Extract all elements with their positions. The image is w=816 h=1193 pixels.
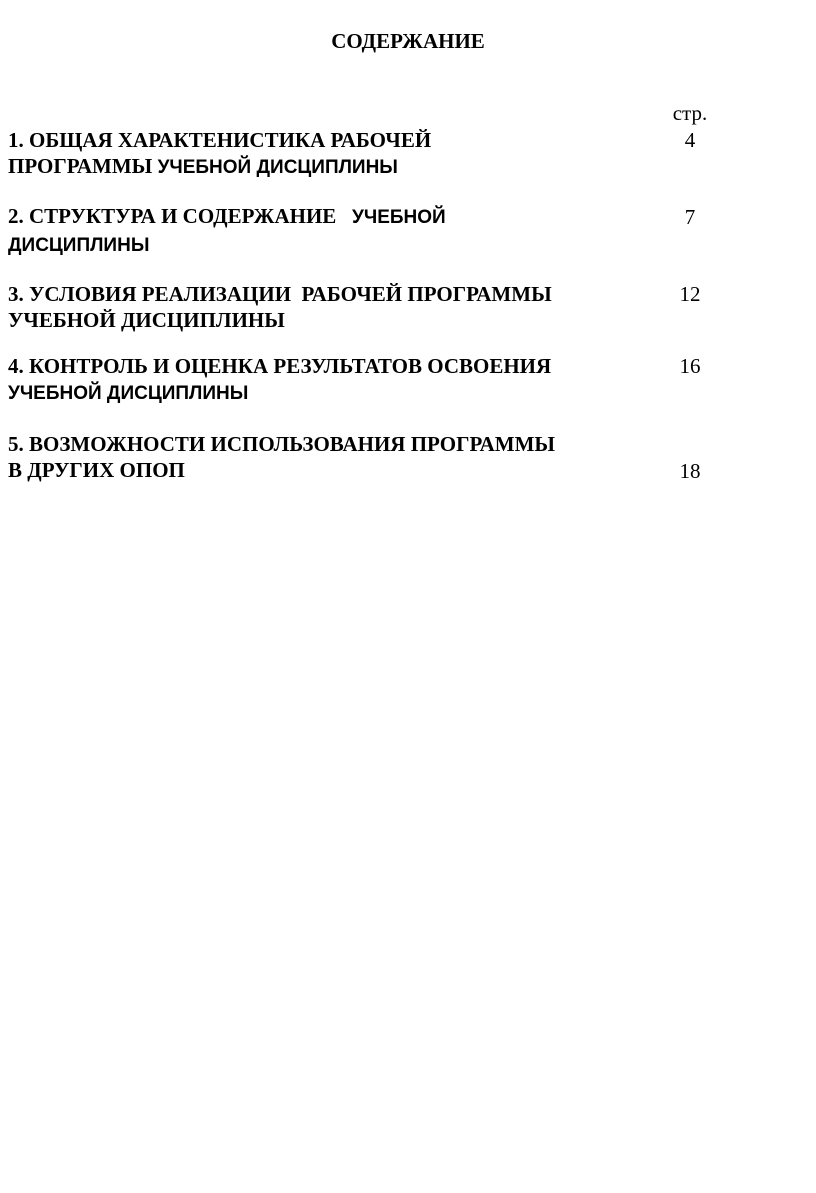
toc-entry-text-sans: УЧЕБНОЙ ДИСЦИПЛИНЫ bbox=[8, 383, 249, 404]
toc-entry-text-sans: УЧЕБНОЙ ДИСЦИПЛИНЫ bbox=[157, 157, 398, 178]
toc-entry-page-number: 18 bbox=[679, 459, 701, 483]
toc-entry-line bbox=[8, 203, 628, 231]
toc-entry-text-serif: УЧЕБНОЙ ДИСЦИПЛИНЫ bbox=[8, 308, 285, 332]
toc-entry-page-number: 16 bbox=[679, 354, 701, 378]
toc-entry-title bbox=[8, 203, 628, 259]
toc-entry-text-serif: В ДРУГИХ ОПОП bbox=[8, 458, 185, 482]
toc-entry-line bbox=[8, 127, 628, 153]
toc-entry-title bbox=[8, 127, 628, 181]
toc-entry-line bbox=[8, 281, 628, 307]
toc-entry-text-serif: 4. КОНТРОЛЬ И ОЦЕНКА РЕЗУЛЬТАТОВ ОСВОЕНИЯ bbox=[8, 354, 552, 378]
toc-entry-line bbox=[8, 457, 628, 483]
toc-entry-line bbox=[8, 307, 628, 333]
toc-entry-page-number: 7 bbox=[684, 205, 696, 229]
toc-entry-text-sans: ДИСЦИПЛИНЫ bbox=[8, 235, 150, 256]
toc-entry-line bbox=[8, 431, 628, 457]
toc-entry-title bbox=[8, 353, 628, 407]
toc-entry-text-serif: 2. СТРУКТУРА И СОДЕРЖАНИЕ bbox=[8, 204, 353, 228]
toc-entry-title bbox=[8, 281, 628, 333]
page-title: СОДЕРЖАНИЕ bbox=[331, 29, 485, 53]
toc-entry-line bbox=[8, 353, 628, 379]
toc-entry-text-serif: ПРОГРАММЫ bbox=[8, 154, 158, 178]
toc-entry-text-serif: 1. ОБЩАЯ ХАРАКТЕНИСТИКА РАБОЧЕЙ bbox=[8, 128, 432, 152]
toc-entry-page-number: 4 bbox=[684, 128, 696, 152]
toc-entry-title bbox=[8, 431, 628, 483]
toc-entry-line bbox=[8, 379, 628, 407]
toc-entry-text-sans: УЧЕБНОЙ bbox=[352, 207, 446, 228]
toc-entry-text-serif: 3. УСЛОВИЯ РЕАЛИЗАЦИИ РАБОЧЕЙ ПРОГРАММЫ bbox=[8, 282, 552, 306]
page-column-header: стр. bbox=[672, 101, 708, 125]
toc-entry-text-serif: 5. ВОЗМОЖНОСТИ ИСПОЛЬЗОВАНИЯ ПРОГРАММЫ bbox=[8, 432, 556, 456]
toc-entry-line bbox=[8, 231, 628, 259]
toc-entry-line bbox=[8, 153, 628, 181]
toc-entry-page-number: 12 bbox=[679, 282, 701, 306]
